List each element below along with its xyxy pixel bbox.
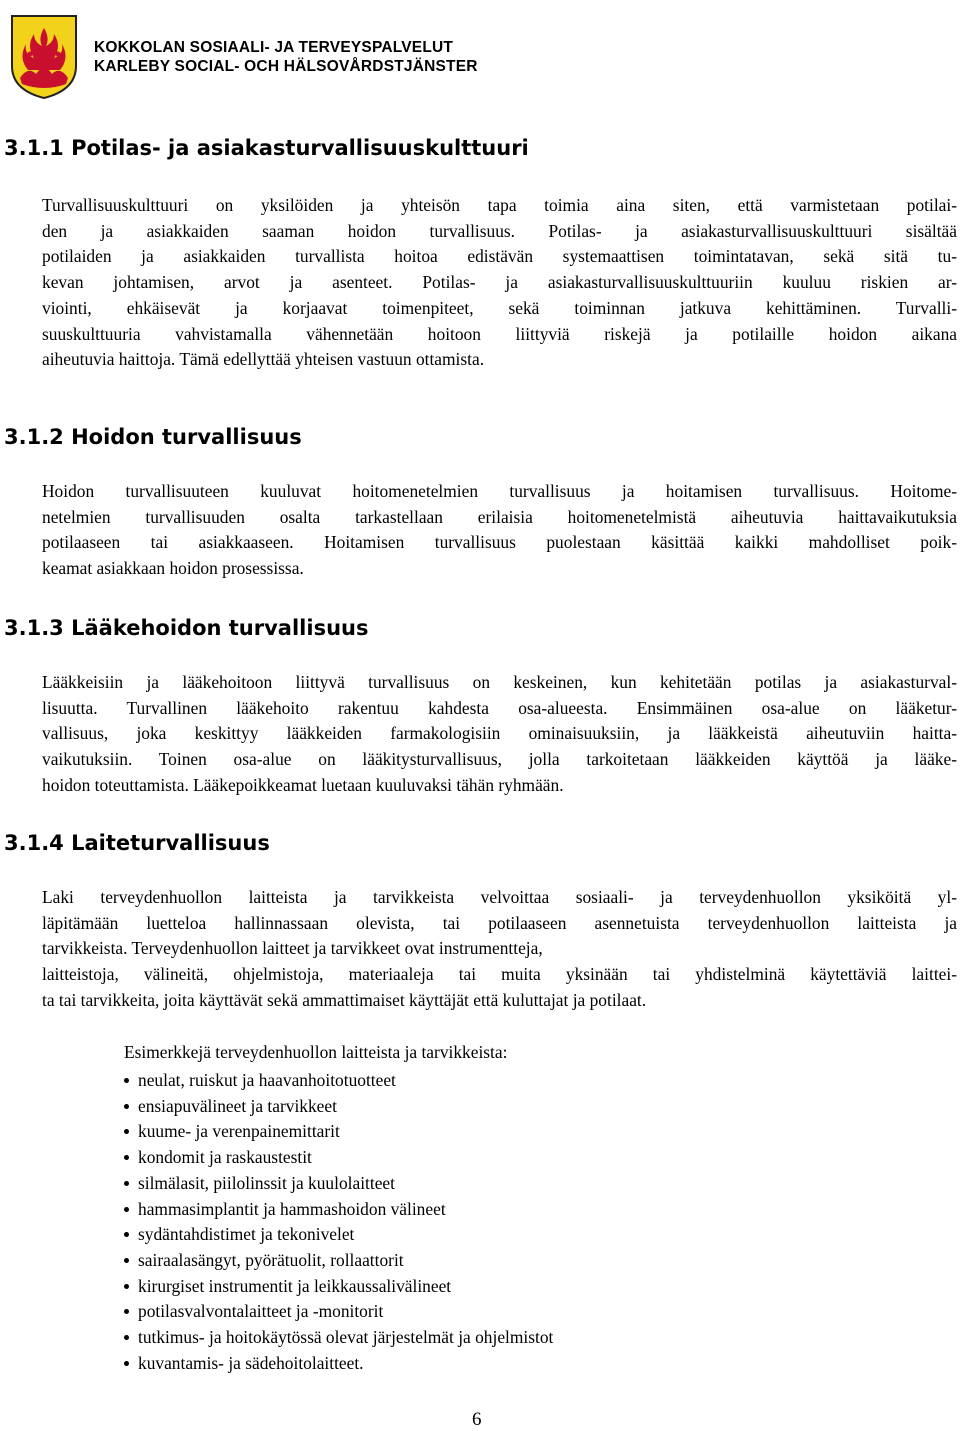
org-name-swedish: KARLEBY SOCIAL- OCH HÄLSOVÅRDSTJÄNSTER [94,58,478,75]
section-heading-3-1-1: 3.1.1 Potilas- ja asiakasturvallisuuskulttuuri [4,136,529,160]
bullet-icon [124,1078,129,1083]
bullet-icon [124,1207,129,1212]
paragraph-line: Lääkkeisiin ja lääkehoitoon liittyvä turvallisuus on keskeinen, kun kehitetään potilas ja asiakasturval- [42,672,957,692]
paragraph-line: aiheutuvia haittoja. Tämä edellyttää yhteisen vastuun ottamista. [42,349,485,370]
paragraph-line: laitteistoja, välineitä, ohjelmistoja, materiaaleja tai muita yksinään tai yhdistelminä käytettäviä laittei- [42,964,957,985]
section-heading-3-1-2: 3.1.2 Hoidon turvallisuus [4,425,302,449]
section-heading-3-1-3: 3.1.3 Lääkehoidon turvallisuus [4,616,369,640]
page-number: 6 [472,1409,482,1430]
list-item: sairaalasängyt, pyörätuolit, rollaattorit [124,1248,553,1274]
paragraph-line: Turvallisuuskulttuuri on yksilöiden ja yhteisön tapa toimia aina siten, että varmistetaan potilai- [42,195,957,215]
bullet-icon [124,1284,129,1289]
paragraph-line: den ja asiakkaiden saaman hoidon turvallisuus. Potilas- ja asiakasturvallisuuskulttuuri sisältää [42,220,957,241]
paragraph-line: läpitämään luetteloa hallinnassaan olevista, tai potilaaseen asennetuista terveydenhuollon laitteista ja [42,912,957,933]
section-paragraph-3-1-3 [42,670,957,799]
list-intro: Esimerkkejä terveydenhuollon laitteista ja tarvikkeista: [124,1042,508,1062]
paragraph-line: vallisuus, joka keskittyy lääkkeiden farmakologisiin ominaisuuksiin, ja lääkkeistä aiheutuviin haitta- [42,723,957,744]
bullet-icon [124,1361,129,1366]
bullet-icon [124,1309,129,1314]
paragraph-line: lisuutta. Turvallinen lääkehoito rakentuu kahdesta osa-alueesta. Ensimmäinen osa-alue on lääketur- [42,697,957,718]
paragraph-line: potilaiden ja asiakkaiden turvallista hoitoa edistävän systemaattisen toimintatavan, sekä sitä tu- [42,246,957,267]
paragraph-line: potilaaseen tai asiakkaaseen. Hoitamisen turvallisuus puolestaan käsittää kaikki mahdolliset poik- [42,532,957,553]
list-item: kondomit ja raskaustestit [124,1145,553,1171]
letterhead [10,14,550,100]
paragraph-line: vaikutuksiin. Toinen osa-alue on lääkitysturvallisuus, jolla tarkoitetaan lääkkeiden käyttöä ja lääke- [42,749,957,770]
list-item: kuume- ja verenpainemittarit [124,1119,553,1145]
organization-name [94,38,478,76]
section-heading-3-1-4: 3.1.4 Laiteturvallisuus [4,831,270,855]
paragraph-line: Hoidon turvallisuuteen kuuluvat hoitomenetelmien turvallisuus ja hoitamisen turvallisuus. Hoitome- [42,481,957,501]
list-item: kuvantamis- ja sädehoitolaitteet. [124,1351,553,1377]
bullet-icon [124,1335,129,1340]
bullet-icon [124,1258,129,1263]
list-item: ensiapuvälineet ja tarvikkeet [124,1094,553,1120]
bullet-icon [124,1181,129,1186]
org-name-finnish: KOKKOLAN SOSIAALI- JA TERVEYSPALVELUT [94,39,454,56]
bullet-icon [124,1104,129,1109]
bullet-icon [124,1232,129,1237]
bullet-icon [124,1155,129,1160]
section-paragraph-3-1-2 [42,479,957,582]
list-item: neulat, ruiskut ja haavanhoitotuotteet [124,1068,553,1094]
list-item: tutkimus- ja hoitokäytössä olevat järjestelmät ja ohjelmistot [124,1325,553,1351]
bullet-icon [124,1129,129,1134]
list-item: kirurgiset instrumentit ja leikkaussalivälineet [124,1274,553,1300]
device-examples-list [124,1068,553,1376]
paragraph-line: hoidon toteuttamista. Lääkepoikkeamat luetaan kuuluvaksi tähän ryhmään. [42,774,564,795]
paragraph-line: Laki terveydenhuollon laitteista ja tarvikkeista velvoittaa sosiaali- ja terveydenhuollon yksiköitä yl- [42,887,957,907]
list-item: hammasimplantit ja hammashoidon välineet [124,1197,553,1223]
paragraph-line: ta tai tarvikkeita, joita käyttävät sekä ammattimaiset käyttäjät että kuluttajat ja potilaat. [42,989,647,1010]
paragraph-line: suuskulttuuria vahvistamalla vähennetään hoitoon liittyviä riskejä ja potilaille hoidon aikana [42,323,957,344]
paragraph-line: keamat asiakkaan hoidon prosessissa. [42,558,304,579]
paragraph-line: tarvikkeista. Terveydenhuollon laitteet ja tarvikkeet ovat instrumentteja, [42,938,543,959]
list-item: silmälasit, piilolinssit ja kuulolaitteet [124,1171,553,1197]
section-paragraph-3-1-4 [42,885,957,1014]
section-paragraph-3-1-1 [42,193,957,373]
list-item: sydäntahdistimet ja tekonivelet [124,1222,553,1248]
list-item: potilasvalvontalaitteet ja -monitorit [124,1299,553,1325]
paragraph-line: viointi, ehkäisevät ja korjaavat toimenpiteet, sekä toiminnan jatkuva kehittäminen. Turvalli- [42,297,957,318]
coat-of-arms-icon [10,14,78,100]
paragraph-line: netelmien turvallisuuden osalta tarkastellaan erilaisia hoitomenetelmistä aiheutuvia haittavaikutuksia [42,506,957,527]
paragraph-line: kevan johtamisen, arvot ja asenteet. Potilas- ja asiakasturvallisuuskulttuuriin kuuluu riskien ar- [42,272,957,293]
